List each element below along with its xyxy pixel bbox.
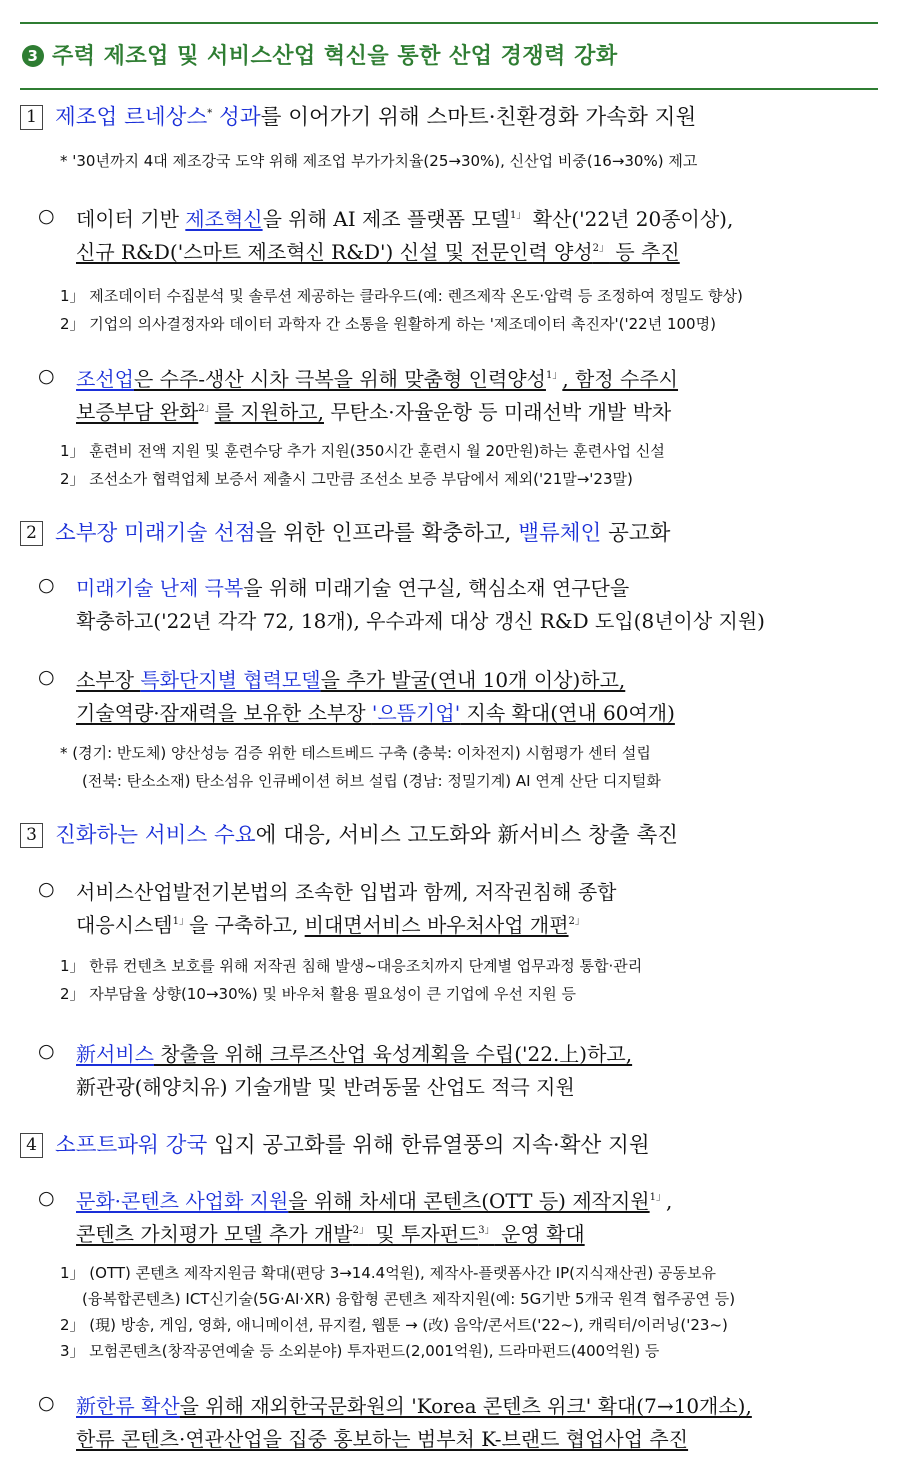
s3-b1-note2: 2」 자부담율 상향(10→30%) 및 바우처 활용 필요성이 큰 기업에 우선 지원 등 [60,985,576,1003]
text: 대응시스템 [76,913,173,937]
text: 콘텐츠 가치평가 모델 추가 개발 [76,1222,353,1246]
s1-star-note: * '30년까지 4대 제조강국 도약 위해 제조업 부가가치율(25→30%), 신산업 비중(16→30%) 제고 [60,152,698,170]
text: 등 추진 [609,240,680,264]
footnote-mark: 1」 [649,1192,666,1203]
footnote-mark: 1」 [172,916,189,927]
s4-b1-note2: 2」 (現) 방송, 게임, 영화, 애니메이션, 뮤지컬, 웹툰 → (改) 음악/콘서트('22~), 캐릭터/이러닝('23~) [60,1316,728,1334]
subsection-3-heading [20,818,678,849]
text: 소부장 [76,668,141,692]
s3-b2-line1 [76,1038,632,1067]
text: 을 위해 재외한국문화원의 'Korea 콘텐츠 위크' 확대(7→10개소), [179,1394,752,1418]
key-phrase: 진화하는 서비스 수요 [55,823,256,848]
text: , [665,1189,673,1213]
text: 을 위한 인프라를 확충하고, [255,521,519,546]
text: 에 대응, 서비스 고도화와 新서비스 창출 촉진 [255,823,679,848]
text: 무탄소·자율운항 등 미래선박 개발 박차 [323,400,672,424]
s4-b2-line1 [76,1390,752,1419]
s1-b1-line1 [76,203,733,232]
s2-b2-note1: * (경기: 반도체) 양산성능 검증 위한 테스트베드 구축 (충북: 이차전지) 시험평가 센터 설립 [60,744,651,762]
s4-b1-note1b: (융복합콘텐츠) ICT신기술(5G·AI·XR) 융합형 콘텐츠 제작지원(예: 5G기반 5개국 원격 협주공연 등) [82,1290,736,1308]
bullet-marker: ○ [38,1392,55,1414]
subsection-3-box: 3 [20,823,43,848]
footnote-mark: 2」 [352,1225,369,1236]
text: 운영 확대 [494,1222,585,1246]
footnote-mark: 2」 [568,916,585,927]
section-number-badge: 3 [22,45,44,67]
s2-b2-line1 [76,664,625,693]
s1-b1-note1: 1」 제조데이터 수집분석 및 솔루션 제공하는 클라우드(예: 렌즈제작 온도·압력 등 조정하여 정밀도 향상) [60,287,743,305]
bullet-marker: ○ [38,365,55,387]
text: 을 위해 차세대 콘텐츠(OTT 등) 제작지원 [288,1189,650,1213]
footnote-mark: 3」 [478,1225,495,1236]
s1-b1-line2 [76,236,680,265]
s4-b1-line2 [76,1218,585,1247]
s3-b1-line1: 서비스산업발전기본법의 조속한 입법과 함께, 저작권침해 종합 [76,880,617,904]
key-phrase: 특화단지별 협력모델 [140,668,321,692]
s2-b1-line2: 확충하고('22년 각각 72, 18개), 우수과제 대상 갱신 R&D 도입(8년이상 지원) [76,609,765,633]
bullet-marker: ○ [38,574,55,596]
s4-b1-note3: 3」 모험콘텐츠(창작공연예술 등 소외분야) 투자펀드(2,001억원), 드라마펀드(400억원) 등 [60,1342,660,1360]
text: 지속 확대(연내 60여개) [460,701,675,725]
bullet-marker: ○ [38,878,55,900]
footnote-mark: 1」 [509,210,527,221]
s1-b2-note1: 1」 훈련비 전액 지원 및 훈련수당 추가 지원(350시간 훈련시 월 20만원)하는 훈련사업 신설 [60,442,665,460]
subsection-4-heading [20,1128,650,1159]
s2-b2-line2 [76,697,675,726]
s4-b2-line2: 한류 콘텐츠·연관산업을 집중 홍보하는 범부처 K-브랜드 협업사업 추진 [76,1427,689,1451]
s1-b2-line1 [76,363,678,392]
s3-b1-note1: 1」 한류 컨텐츠 보호를 위해 저작권 침해 발생~대응조치까지 단계별 업무과정 통합·관리 [60,957,643,975]
s4-b1-line1 [76,1185,672,1214]
footnote-mark: * [207,108,213,119]
s2-b1-line1 [76,572,629,601]
text: 입지 공고화를 위해 한류열풍의 지속·확산 지원 [207,1133,650,1158]
s3-b2-line2: 新관광(해양치유) 기술개발 및 반려동물 산업도 적극 지원 [76,1075,575,1099]
text: , 함정 수주시 [562,367,679,391]
s2-b2-note2: (전북: 탄소소재) 탄소섬유 인큐베이션 허브 설립 (경남: 정밀기계) AI 연계 산단 디지털화 [82,772,661,790]
subsection-2-box: 2 [20,521,43,546]
section-header [20,22,878,90]
subsection-2-heading [20,516,670,547]
key-phrase: 新한류 확산 [76,1394,180,1418]
text: 창출을 위해 크루즈산업 육성계획을 수립('22.上)하고, [153,1042,633,1066]
text: 를 지원하고, [214,400,324,424]
text: 은 수주-생산 시차 극복을 위해 맞춤형 인력양성 [133,367,546,391]
text: 및 투자펀드 [368,1222,479,1246]
s4-b1-note1: 1」 (OTT) 콘텐츠 제작지원금 확대(편당 3→14.4억원), 제작사-플랫폼사간 IP(지식재산권) 공동보유 [60,1264,717,1282]
bullet-marker: ○ [38,205,55,227]
key-phrase: 소부장 미래기술 선점 [55,521,256,546]
text: 신규 R&D('스마트 제조혁신 R&D') 신설 및 전문인력 양성 [76,240,593,264]
s3-b1-line2 [76,909,585,938]
s1-b2-line2 [76,396,671,425]
key-phrase: 제조혁신 [185,207,263,231]
s1-b2-note2: 2」 조선소가 협력업체 보증서 제출시 그만큼 조선소 보증 부담에서 제외('21말→'23말) [60,470,633,488]
key-phrase: 밸류체인 [518,521,602,546]
text: 공고화 [601,521,671,546]
s1-heading-rest: 를 이어가기 위해 스마트·친환경화 가속화 지원 [260,105,697,130]
key-phrase: 미래기술 난제 극복 [76,576,244,600]
text: 데이터 기반 [76,207,186,231]
s1-key-phrase-2: 성과 [212,105,261,130]
footnote-mark: 2」 [592,243,610,254]
key-phrase: '으뜸기업' [371,701,461,725]
text: 을 위해 미래기술 연구실, 핵심소재 연구단을 [243,576,630,600]
s1-key-phrase: 제조업 르네상스 [55,105,208,130]
key-phrase: 新서비스 [76,1042,154,1066]
key-phrase: 문화·콘텐츠 사업화 지원 [76,1189,289,1213]
footnote-mark: 1」 [545,370,563,381]
subsection-1-box: 1 [20,105,43,130]
subsection-4-box: 4 [20,1133,43,1158]
bullet-marker: ○ [38,1040,55,1062]
bullet-marker: ○ [38,666,55,688]
text: 기술역량·잠재력을 보유한 소부장 [76,701,372,725]
section-title [22,39,618,70]
subsection-1-heading [20,100,696,131]
text: 을 추가 발굴(연내 10개 이상)하고, [320,668,626,692]
section-title-text: 주력 제조업 및 서비스산업 혁신을 통한 산업 경쟁력 강화 [52,44,618,69]
text: 을 위해 AI 제조 플랫폼 모델 [262,207,510,231]
text: 확산('22년 20종이상), [526,207,734,231]
key-phrase: 소프트파워 강국 [55,1133,208,1158]
s1-b1-note2: 2」 기업의 의사결정자와 데이터 과학자 간 소통을 원활하게 하는 '제조데이터 촉진자'('22년 100명) [60,315,716,333]
text: 보증부담 완화 [76,400,199,424]
text: 비대면서비스 바우처사업 개편 [304,913,569,937]
footnote-mark: 2」 [198,403,215,414]
text: 을 구축하고, [188,913,299,937]
key-phrase: 조선업 [76,367,134,391]
bullet-marker: ○ [38,1187,55,1209]
